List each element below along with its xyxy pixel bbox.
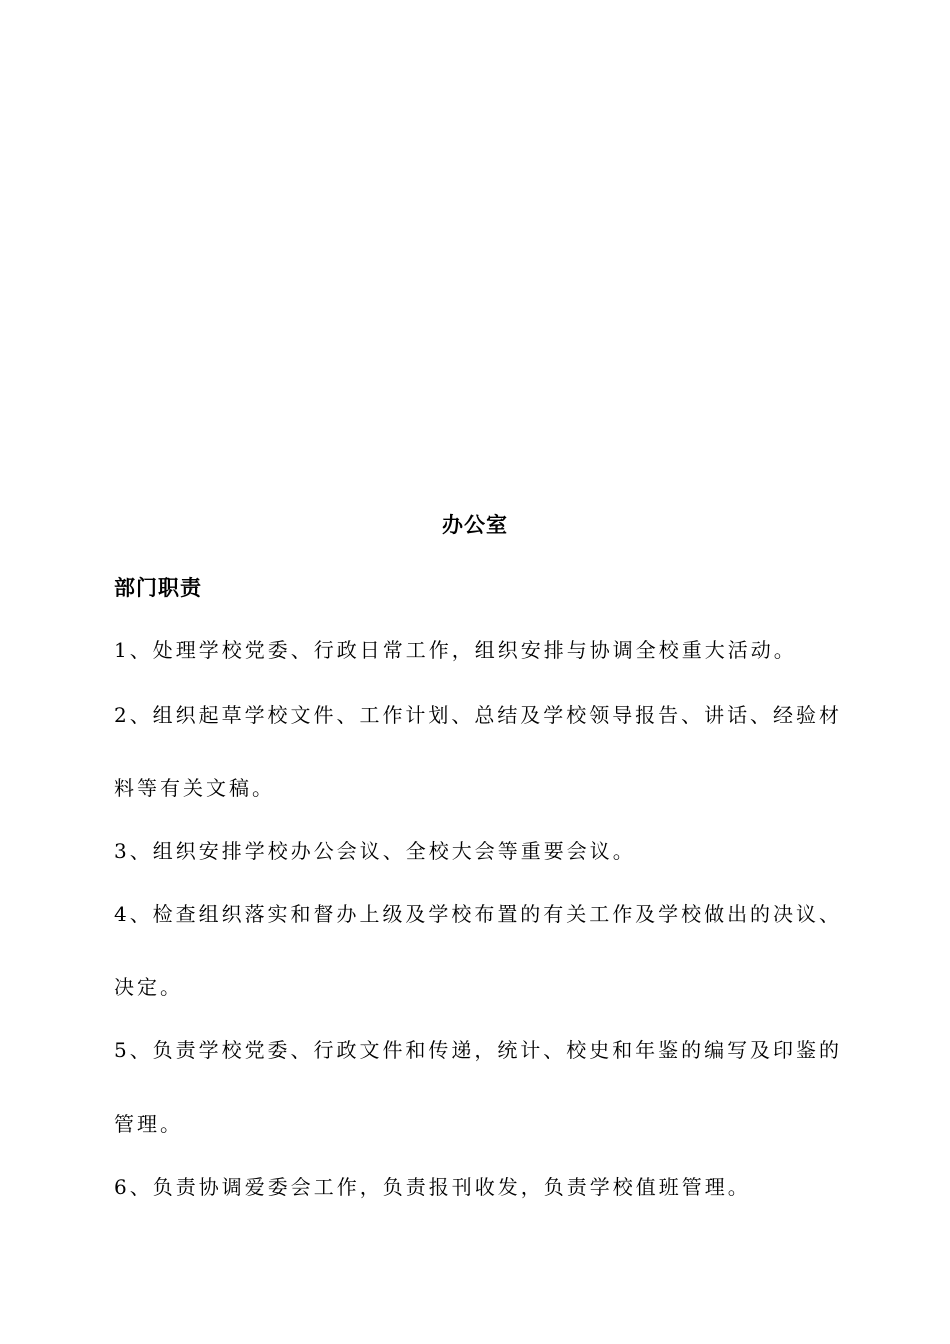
duty-item-5-line-1: 5、负责学校党委、行政文件和传递，统计、校史和年鉴的编写及印鉴的 (114, 1038, 839, 1062)
duty-item-4-line-2: 决定。 (114, 975, 183, 999)
duty-item-3: 3、组织安排学校办公会议、全校大会等重要会议。 (114, 839, 636, 863)
duty-item-6: 6、负责协调爱委会工作，负责报刊收发，负责学校值班管理。 (114, 1175, 751, 1199)
document-title: 办公室 (442, 513, 508, 537)
duty-item-2-line-1: 2、组织起草学校文件、工作计划、总结及学校领导报告、讲话、经验材 (114, 703, 839, 727)
duty-item-1: 1、处理学校党委、行政日常工作，组织安排与协调全校重大活动。 (114, 638, 797, 662)
duty-item-5-line-2: 管理。 (114, 1112, 183, 1136)
duty-item-2-line-2: 料等有关文稿。 (114, 776, 275, 800)
duty-item-4-line-1: 4、检查组织落实和督办上级及学校布置的有关工作及学校做出的决议、 (114, 902, 839, 926)
section-heading: 部门职责 (114, 576, 202, 600)
